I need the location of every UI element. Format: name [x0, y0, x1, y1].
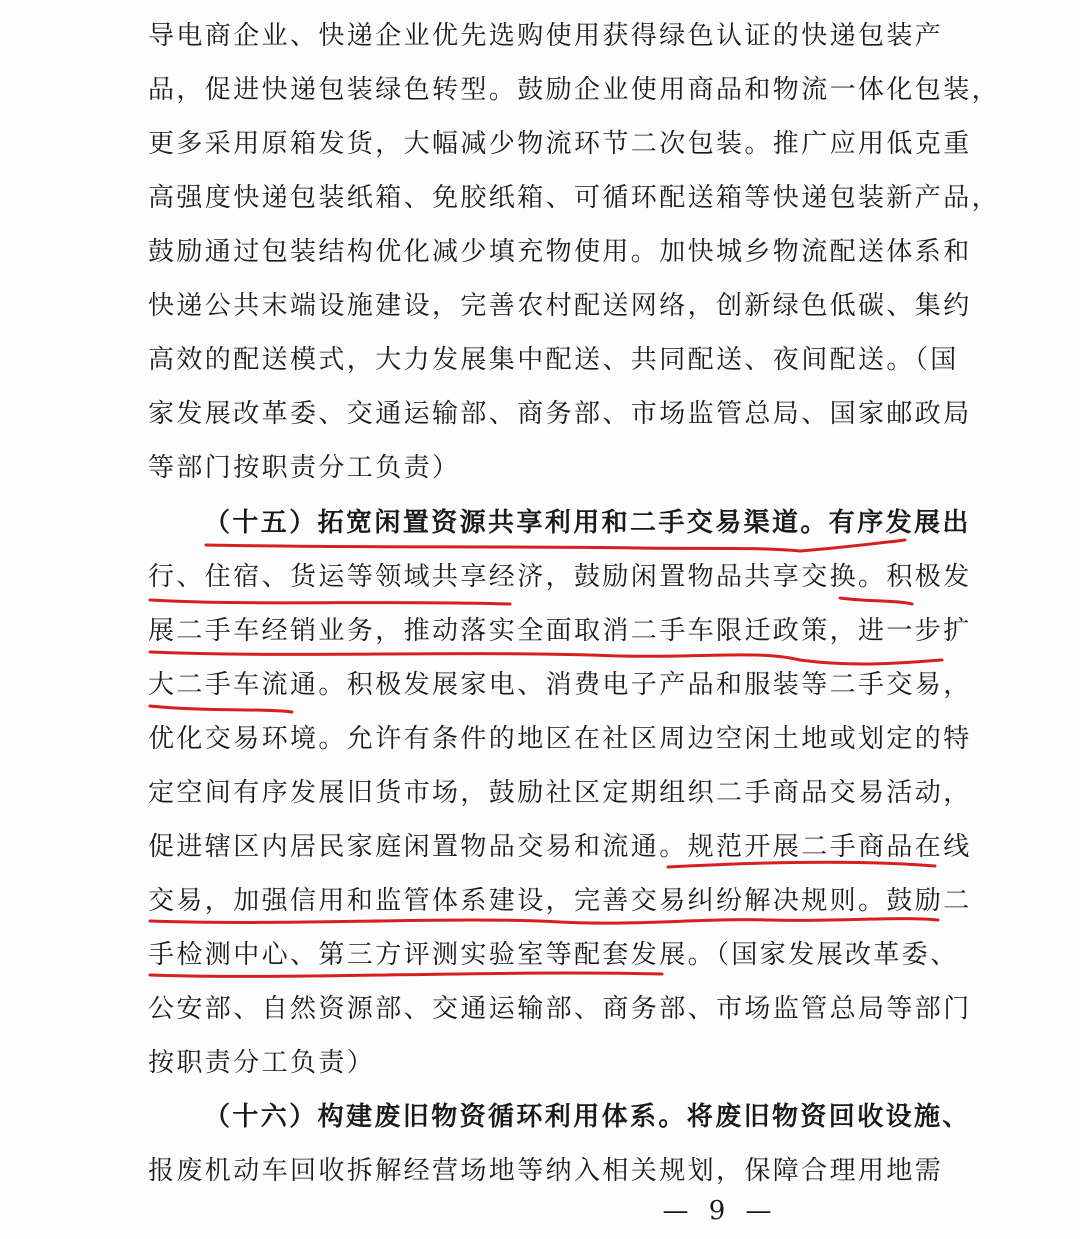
text-line: 定空间有序发展旧货市场，鼓励社区定期组织二手商品交易活动，	[148, 778, 972, 808]
text-line: 高强度快递包装纸箱、免胶纸箱、可循环配送箱等快递包装新产品，	[148, 183, 1001, 213]
text-line: 快递公共末端设施建设，完善农村配送网络，创新绿色低碳、集约	[148, 291, 972, 321]
text-line: 更多采用原箱发货，大幅减少物流环节二次包装。推广应用低克重	[148, 129, 972, 159]
text-line: 家发展改革委、交通运输部、商务部、市场监管总局、国家邮政局	[148, 399, 972, 429]
text-line: 手检测中心、第三方评测实验室等配套发展。（国家发展改革委、	[148, 940, 959, 970]
text-line: 优化交易环境。允许有条件的地区在社区周边空闲土地或划定的特	[148, 724, 972, 754]
text-line: 报废机动车回收拆解经营场地等纳入相关规划，保障合理用地需	[148, 1156, 944, 1186]
underline-mark	[150, 600, 510, 604]
text-line: 大二手车流通。积极发展家电、消费电子产品和服装等二手交易，	[148, 670, 972, 700]
text-line: 按职责分工负责）	[148, 1048, 376, 1078]
underline-mark	[150, 706, 292, 712]
text-line: 促进辖区内居民家庭闲置物品交易和流通。规范开展二手商品在线	[148, 832, 972, 862]
text-line: 交易，加强信用和监管体系建设，完善交易纠纷解决规则。鼓励二	[148, 886, 972, 916]
underline-mark	[840, 598, 912, 604]
underline-mark	[150, 652, 942, 664]
text-line: 展二手车经销业务，推动落实全面取消二手车限迁政策，进一步扩	[148, 616, 972, 646]
section-heading-15: （十五）拓宽闲置资源共享利用和二手交易渠道。有序发展出	[204, 508, 971, 538]
text-line: 品，促进快递包装绿色转型。鼓励企业使用商品和物流一体化包装，	[148, 75, 1001, 105]
page-number: — 9 —	[662, 1196, 778, 1226]
text-line: 行、住宿、货运等领域共享经济，鼓励闲置物品共享交换。积极发	[148, 562, 972, 592]
text-line: 鼓励通过包装结构优化减少填充物使用。加快城乡物流配送体系和	[148, 237, 972, 267]
text-line: 导电商企业、快递企业优先选购使用获得绿色认证的快递包装产	[148, 21, 944, 51]
text-line: 等部门按职责分工负责）	[148, 453, 461, 483]
section-heading-16: （十六）构建废旧物资循环利用体系。将废旧物资回收设施、	[204, 1102, 971, 1132]
text-line: 高效的配送模式，大力发展集中配送、共同配送、夜间配送。（国	[148, 345, 959, 375]
text-line: 公安部、自然资源部、交通运输部、商务部、市场监管总局等部门	[148, 994, 972, 1024]
